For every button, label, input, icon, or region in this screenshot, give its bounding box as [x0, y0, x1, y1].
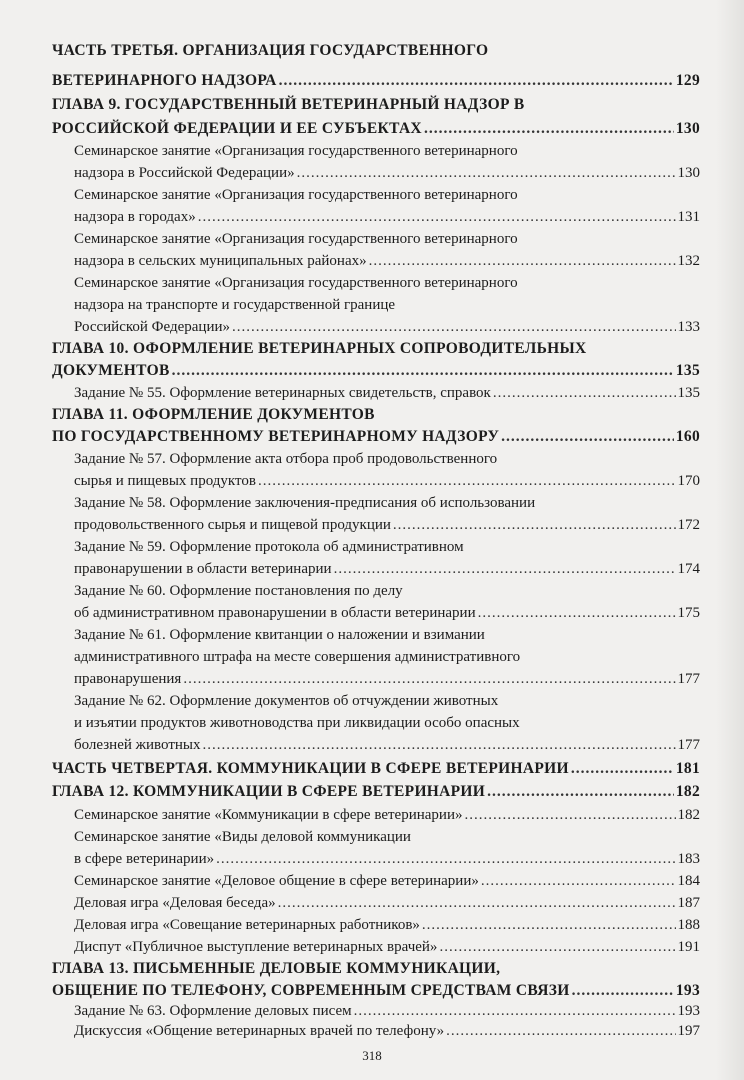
- toc-entry[interactable]: [52, 980, 700, 1002]
- toc-heading-line: [52, 40, 700, 62]
- leader-dots: [369, 250, 676, 272]
- toc-line: [74, 536, 700, 558]
- toc-entry[interactable]: [74, 558, 700, 580]
- toc-line: [74, 492, 700, 514]
- toc-entry[interactable]: [74, 914, 700, 936]
- leader-dots: [571, 758, 674, 780]
- toc-text: Задание № 57. Оформление акта отбора проб продовольственного: [74, 451, 498, 467]
- toc-text: ВЕТЕРИНАРНОГО НАДЗОРА: [52, 72, 277, 89]
- toc-text: Задание № 58. Оформление заключения-предписания об использовании: [74, 495, 536, 511]
- toc-text: РОССИЙСКОЙ ФЕДЕРАЦИИ И ЕЕ СУБЪЕКТАХ: [52, 120, 422, 137]
- leader-dots: [478, 602, 676, 624]
- toc-entry[interactable]: [74, 668, 700, 690]
- toc-text: надзора в городах»: [74, 209, 196, 225]
- toc-text: болезней животных: [74, 737, 201, 753]
- toc-heading-line: [52, 958, 700, 980]
- toc-text: надзора на транспорте и государственной границе: [74, 297, 396, 313]
- toc-entry[interactable]: [74, 1000, 700, 1022]
- toc-text: продовольственного сырья и пищевой продукции: [74, 517, 391, 533]
- toc-entry[interactable]: [74, 892, 700, 914]
- toc-text: Дискуссия «Общение ветеринарных врачей по телефону»: [74, 1023, 445, 1039]
- toc-page: 183: [677, 851, 700, 867]
- toc-entry[interactable]: [52, 426, 700, 448]
- toc-entry[interactable]: [52, 118, 700, 140]
- toc-text: ГЛАВА 9. ГОСУДАРСТВЕННЫЙ ВЕТЕРИНАРНЫЙ НАДЗОР В: [52, 96, 525, 113]
- toc-heading-line: [52, 404, 700, 426]
- toc-entry[interactable]: [74, 162, 700, 184]
- leader-dots: [424, 118, 674, 140]
- toc-page: 182: [677, 807, 700, 823]
- toc-text: Задание № 62. Оформление документов об отчуждении животных: [74, 693, 499, 709]
- toc-text: об административном правонарушении в области ветеринарии: [74, 605, 476, 621]
- toc-entry[interactable]: [52, 758, 700, 780]
- toc-text: надзора в Российской Федерации»: [74, 165, 295, 181]
- leader-dots: [572, 980, 674, 1002]
- toc-entry[interactable]: [74, 804, 700, 826]
- toc-text: Семинарское занятие «Коммуникации в сфере ветеринарии»: [74, 807, 463, 823]
- toc-text: Задание № 59. Оформление протокола об административном: [74, 539, 464, 555]
- toc-page: 135: [675, 362, 700, 379]
- toc-text: ГЛАВА 12. КОММУНИКАЦИИ В СФЕРЕ ВЕТЕРИНАРИИ: [52, 783, 486, 800]
- toc-page: 181: [675, 760, 700, 777]
- toc-entry[interactable]: [74, 206, 700, 228]
- toc-page: 187: [677, 895, 700, 911]
- toc-text: Задание № 61. Оформление квитанции о наложении и взимании: [74, 627, 485, 643]
- toc-line: [74, 140, 700, 162]
- toc-entry[interactable]: [74, 470, 700, 492]
- toc-entry[interactable]: [52, 70, 700, 92]
- toc-text: ГЛАВА 13. ПИСЬМЕННЫЕ ДЕЛОВЫЕ КОММУНИКАЦИИ,: [52, 960, 501, 977]
- toc-text: Диспут «Публичное выступление ветеринарных врачей»: [74, 939, 438, 955]
- toc-heading-line: [52, 338, 700, 360]
- toc-entry[interactable]: [74, 848, 700, 870]
- leader-dots: [183, 668, 675, 690]
- toc-text: Российской Федерации»: [74, 319, 231, 335]
- toc-text: Задание № 55. Оформление ветеринарных свидетельств, справок: [74, 385, 491, 401]
- leader-dots: [354, 1000, 676, 1022]
- toc-text: ГЛАВА 11. ОФОРМЛЕНИЕ ДОКУМЕНТОВ: [52, 406, 375, 423]
- toc-line: [74, 294, 700, 316]
- toc-text: и изъятии продуктов животноводства при ликвидации особо опасных: [74, 715, 520, 731]
- toc-entry[interactable]: [52, 360, 700, 382]
- toc-line: [74, 690, 700, 712]
- toc-line: [74, 448, 700, 470]
- toc-entry[interactable]: [74, 734, 700, 756]
- leader-dots: [279, 70, 674, 92]
- leader-dots: [198, 206, 676, 228]
- leader-dots: [501, 426, 674, 448]
- toc-entry[interactable]: [52, 781, 700, 803]
- leader-dots: [202, 734, 675, 756]
- toc-text: ДОКУМЕНТОВ: [52, 362, 170, 379]
- toc-page: 177: [677, 737, 700, 753]
- toc-entry[interactable]: [74, 870, 700, 892]
- toc-page: 133: [677, 319, 700, 335]
- toc-entry[interactable]: [74, 250, 700, 272]
- toc-page: 193: [677, 1003, 700, 1019]
- toc-page: 132: [677, 253, 700, 269]
- toc-text: ОБЩЕНИЕ ПО ТЕЛЕФОНУ, СОВРЕМЕННЫМ СРЕДСТВАМ СВЯЗИ: [52, 982, 570, 999]
- toc-page: 129: [675, 72, 700, 89]
- toc-text: Деловая игра «Деловая беседа»: [74, 895, 276, 911]
- toc-page: 197: [677, 1023, 700, 1039]
- toc-text: Семинарское занятие «Организация государственного ветеринарного: [74, 275, 518, 291]
- leader-dots: [232, 316, 675, 338]
- toc-page: 177: [677, 671, 700, 687]
- toc-page: 174: [677, 561, 700, 577]
- toc-page: 191: [677, 939, 700, 955]
- toc-line: [74, 826, 700, 848]
- toc-page: 170: [677, 473, 700, 489]
- toc-text: Семинарское занятие «Организация государственного ветеринарного: [74, 231, 518, 247]
- leader-dots: [172, 360, 674, 382]
- toc-line: [74, 272, 700, 294]
- leader-dots: [493, 382, 676, 404]
- toc-text: правонарушения: [74, 671, 182, 687]
- toc-text: ЧАСТЬ ТРЕТЬЯ. ОРГАНИЗАЦИЯ ГОСУДАРСТВЕННОГО: [52, 42, 489, 59]
- leader-dots: [216, 848, 675, 870]
- toc-page: 160: [675, 428, 700, 445]
- toc-page: 131: [677, 209, 700, 225]
- toc-page: 193: [675, 982, 700, 999]
- toc-entry[interactable]: [74, 514, 700, 536]
- leader-dots: [422, 914, 676, 936]
- toc-text: Семинарское занятие «Организация государственного ветеринарного: [74, 143, 518, 159]
- toc-line: [74, 580, 700, 602]
- toc-text: Семинарское занятие «Виды деловой коммуникации: [74, 829, 411, 845]
- toc-entry[interactable]: [74, 382, 700, 404]
- toc-page: 175: [677, 605, 700, 621]
- leader-dots: [297, 162, 676, 184]
- leader-dots: [481, 870, 676, 892]
- toc-text: Задание № 60. Оформление постановления по делу: [74, 583, 403, 599]
- toc-line: [74, 624, 700, 646]
- toc-page: 182: [675, 783, 700, 800]
- toc-text: в сфере ветеринарии»: [74, 851, 215, 867]
- leader-dots: [258, 470, 676, 492]
- toc-entry[interactable]: [74, 936, 700, 958]
- toc-line: [74, 646, 700, 668]
- toc-text: надзора в сельских муниципальных районах»: [74, 253, 367, 269]
- toc-page: 130: [675, 120, 700, 137]
- toc-line: [74, 184, 700, 206]
- leader-dots: [487, 781, 674, 803]
- toc-heading-line: [52, 94, 700, 116]
- leader-dots: [393, 514, 676, 536]
- leader-dots: [278, 892, 676, 914]
- toc-text: правонарушении в области ветеринарии: [74, 561, 332, 577]
- leader-dots: [334, 558, 676, 580]
- toc-text: Деловая игра «Совещание ветеринарных работников»: [74, 917, 420, 933]
- page-number: 318: [362, 1048, 382, 1063]
- toc-text: Семинарское занятие «Деловое общение в сфере ветеринарии»: [74, 873, 479, 889]
- toc-text: Семинарское занятие «Организация государственного ветеринарного: [74, 187, 518, 203]
- toc-text: Задание № 63. Оформление деловых писем: [74, 1003, 352, 1019]
- toc-page: 135: [677, 385, 700, 401]
- toc-text: административного штрафа на месте совершения административного: [74, 649, 521, 665]
- toc-page: 188: [677, 917, 700, 933]
- leader-dots: [439, 936, 675, 958]
- leader-dots: [464, 804, 675, 826]
- toc-page: 130: [677, 165, 700, 181]
- toc-entry[interactable]: [74, 1020, 700, 1042]
- toc-text: сырья и пищевых продуктов: [74, 473, 256, 489]
- toc-text: ЧАСТЬ ЧЕТВЕРТАЯ. КОММУНИКАЦИИ В СФЕРЕ ВЕТЕРИНАРИИ: [52, 760, 569, 777]
- toc-line: [74, 712, 700, 734]
- toc-page: 184: [677, 873, 700, 889]
- toc-entry[interactable]: [74, 316, 700, 338]
- toc-page: 172: [677, 517, 700, 533]
- toc-text: ГЛАВА 10. ОФОРМЛЕНИЕ ВЕТЕРИНАРНЫХ СОПРОВОДИТЕЛЬНЫХ: [52, 340, 587, 357]
- toc-text: ПО ГОСУДАРСТВЕННОМУ ВЕТЕРИНАРНОМУ НАДЗОРУ: [52, 428, 500, 445]
- leader-dots: [446, 1020, 675, 1042]
- toc-entry[interactable]: [74, 602, 700, 624]
- toc-line: [74, 228, 700, 250]
